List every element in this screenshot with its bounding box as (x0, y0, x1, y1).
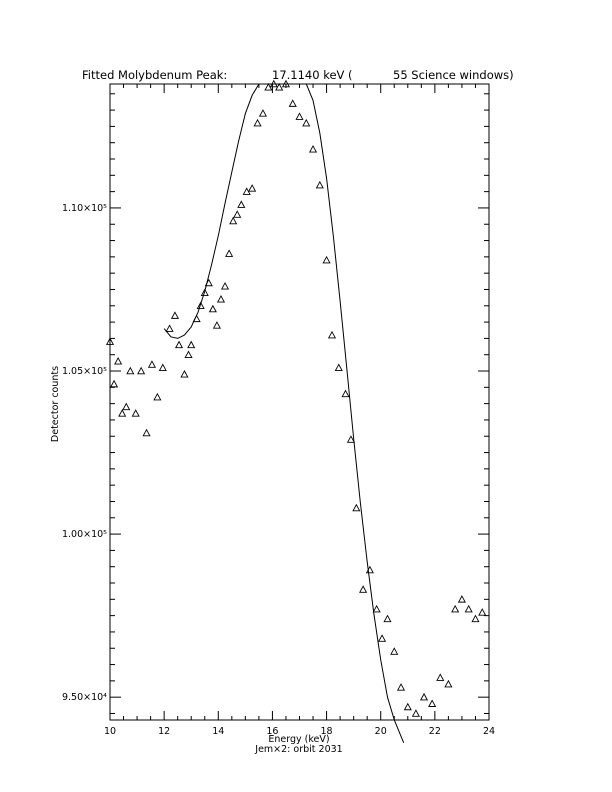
x-tick-label: 12 (158, 726, 171, 737)
data-point (472, 616, 479, 622)
fit-curve-line (164, 84, 404, 743)
data-point (445, 681, 452, 687)
data-point (119, 410, 126, 416)
data-point (335, 364, 342, 370)
data-point (193, 316, 200, 322)
data-point (360, 586, 367, 592)
data-point (373, 606, 380, 612)
x-axis-ticks (104, 84, 495, 737)
y-axis-label: Detector counts (50, 365, 61, 443)
data-point (391, 648, 398, 654)
fit-curve-layer (164, 84, 404, 743)
data-point (222, 283, 229, 289)
data-point (296, 113, 303, 119)
data-point (379, 635, 386, 641)
data-point (289, 100, 296, 106)
data-point (149, 361, 156, 367)
data-point (214, 322, 221, 328)
data-point (210, 306, 217, 312)
data-point (317, 182, 324, 188)
chart-title-windows: 55 Science windows) (393, 68, 514, 82)
data-point (452, 606, 459, 612)
data-point (404, 704, 411, 710)
data-point (303, 120, 310, 126)
data-point (479, 609, 486, 615)
x-tick-label: 18 (320, 726, 333, 737)
x-tick-label: 10 (103, 726, 117, 737)
chart-title-prefix: Fitted Molybdenum Peak: (82, 68, 228, 82)
y-tick-label: 1.05×10⁵ (61, 366, 107, 378)
x-axis-label: Energy (keV) (268, 734, 330, 745)
chart-subtitle: Jem×2: orbit 2031 (255, 744, 343, 755)
plot-frame (110, 84, 489, 720)
data-point (230, 218, 237, 224)
data-point (310, 146, 317, 152)
data-point (138, 368, 145, 374)
data-point (188, 342, 195, 348)
data-point (323, 257, 330, 263)
data-point (249, 185, 256, 191)
x-tick-label: 14 (212, 726, 225, 737)
data-point (166, 325, 173, 331)
data-point (398, 684, 405, 690)
chart-title-energy: 17.1140 keV ( (272, 68, 353, 82)
data-point (413, 710, 420, 716)
data-points-layer (107, 81, 486, 717)
x-tick-label: 16 (266, 726, 279, 737)
data-point (353, 505, 360, 511)
data-point (421, 694, 428, 700)
data-point (127, 368, 134, 374)
y-tick-label: 1.00×10⁵ (61, 529, 107, 541)
data-point (176, 342, 183, 348)
data-point (123, 404, 130, 410)
data-point (226, 250, 233, 256)
data-point (218, 296, 225, 302)
data-point (115, 358, 122, 364)
y-tick-label: 1.10×10⁵ (61, 202, 107, 214)
x-tick-label: 20 (374, 726, 387, 737)
x-tick-label: 24 (482, 726, 496, 737)
data-point (154, 394, 161, 400)
data-point (143, 430, 150, 436)
x-tick-label: 22 (428, 726, 441, 737)
data-point (429, 700, 436, 706)
data-point (159, 364, 166, 370)
y-tick-label: 9.50×10⁴ (61, 692, 107, 704)
data-point (185, 351, 192, 357)
data-point (181, 371, 188, 377)
data-point (172, 312, 179, 318)
data-point (132, 410, 139, 416)
data-point (459, 596, 466, 602)
data-point (254, 120, 261, 126)
data-point (238, 201, 245, 207)
data-point (342, 391, 349, 397)
data-point (437, 674, 444, 680)
data-point (111, 381, 118, 387)
data-point (384, 616, 391, 622)
data-point (234, 211, 241, 217)
data-point (465, 606, 472, 612)
data-point (260, 110, 267, 116)
data-point (329, 332, 336, 338)
